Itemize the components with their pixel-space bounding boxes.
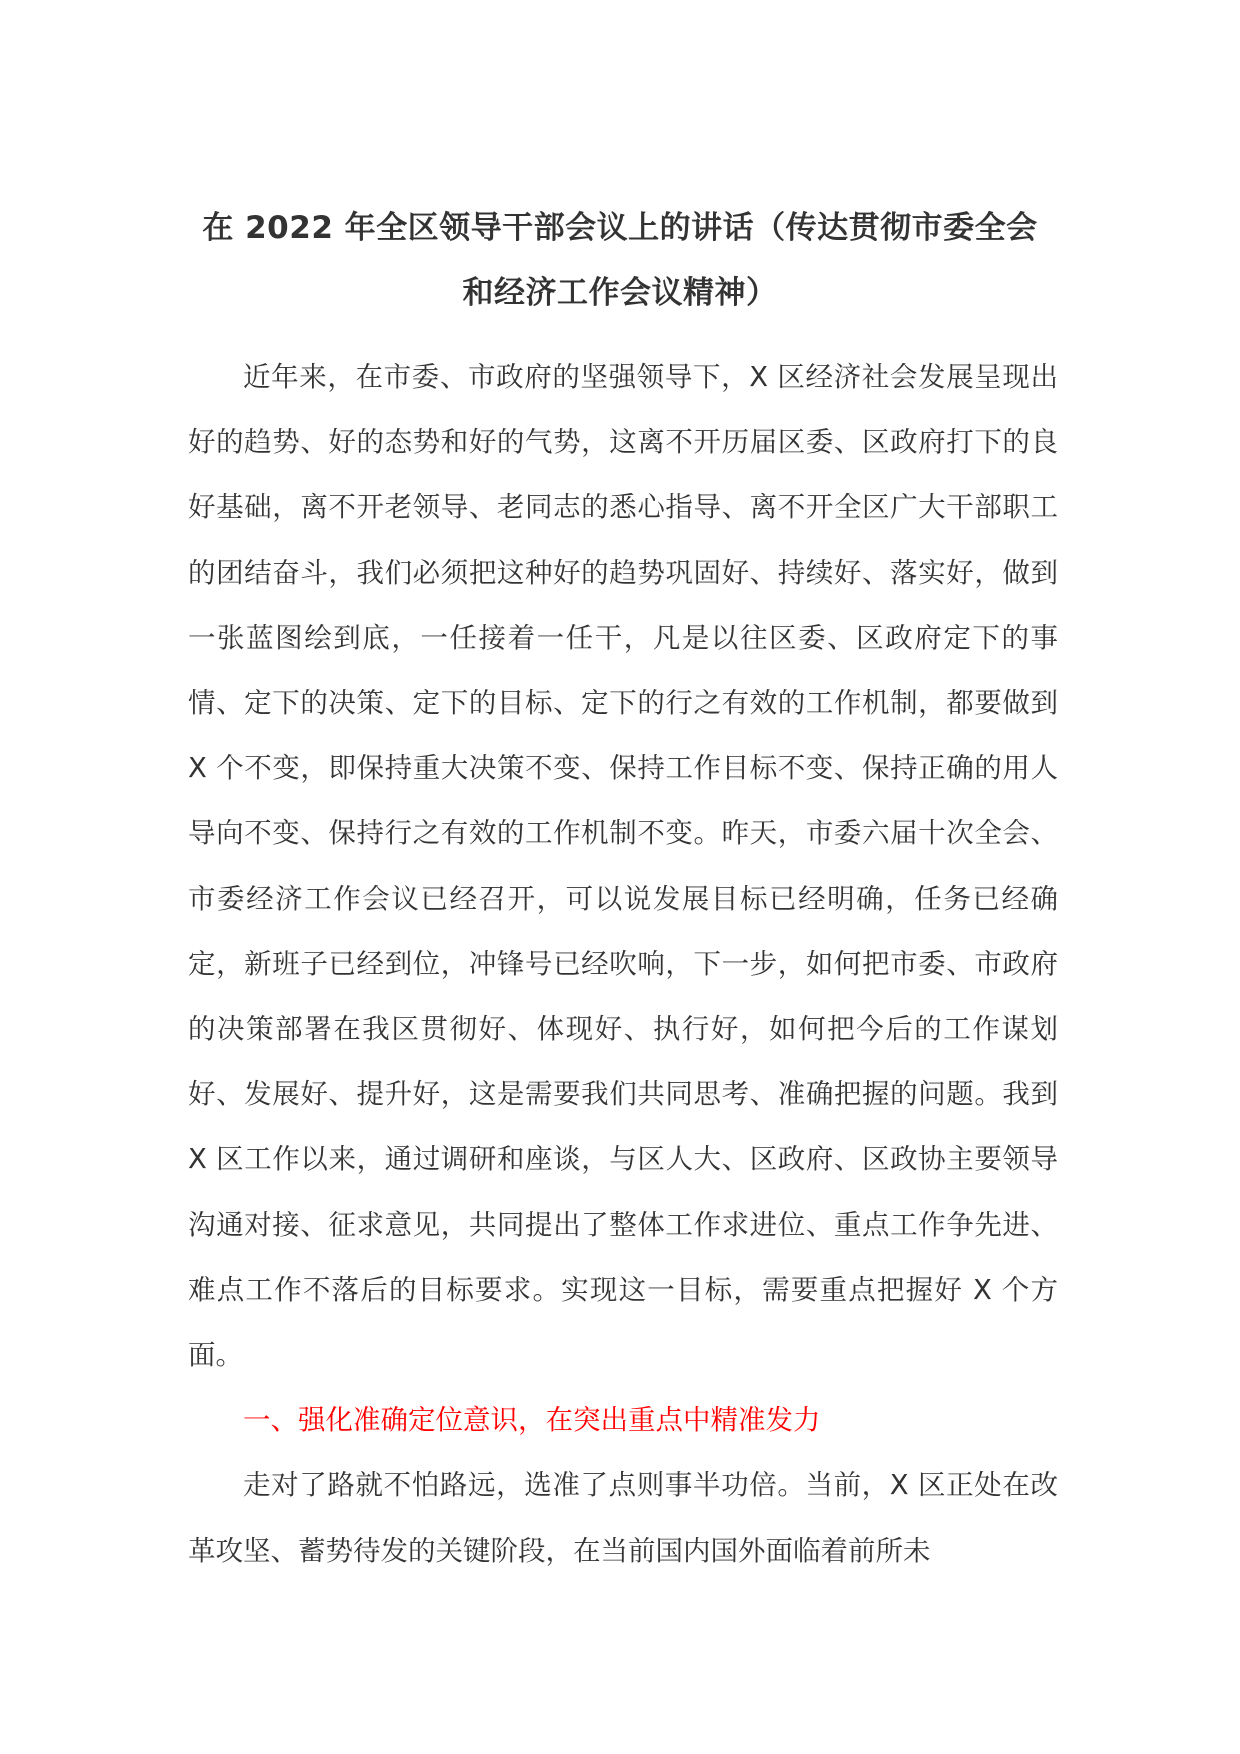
section-heading-1: 一、强化准确定位意识，在突出重点中精准发力 — [243, 1404, 821, 1437]
body-paragraph-intro: 近年来，在市委、市政府的坚强领导下，X 区经济社会发展呈现出好的趋势、好的态势和好的气势，这离不开历届区委、区政府打下的良好基础，离不开老领导、老同志的悉心指导、离不开全区广大干部职工的团结奋斗，我们必须把这种好的趋势巩固好、持续好、落实好，做到一张蓝图绘到底，一任接着一任干，凡是以往区委、区政府定下的事情、定下的决策、定下的目标、定下的行之有效的工作机制，都要做到 X 个不变，即保持重大决策不变、保持工作目标不变、保持正确的用人导向不变、保持行之有效的工作机制不变。昨天，市委六届十次全会、市委经济工作会议已经召开，可以说发展目标已经明确，任务已经确定，新班子已经到位，冲锋号已经吹响，下一步，如何把市委、市政府的决策部署在我区贯彻好、体现好、执行好，如何把今后的工作谋划好、发展好、提升好，这是需要我们共同思考、准确把握的问题。我到 X 区工作以来，通过调研和座谈，与区人大、区政府、区政协主要领导沟通对接、征求意见，共同提出了整体工作求进位、重点工作争先进、难点工作不落后的目标要求。实现这一目标，需要重点把握好 X 个方面。 — [188, 361, 1058, 1372]
body-paragraph-section-1: 走对了路就不怕路远，选准了点则事半功倍。当前，X 区正处在改革攻坚、蓄势待发的关键阶段，在当前国内国外面临着前所未 — [188, 1469, 1058, 1567]
document-title: 在 2022 年全区领导干部会议上的讲话（传达贯彻市委全会和经济工作会议精神） — [202, 210, 1038, 311]
document-body — [188, 345, 1058, 1584]
